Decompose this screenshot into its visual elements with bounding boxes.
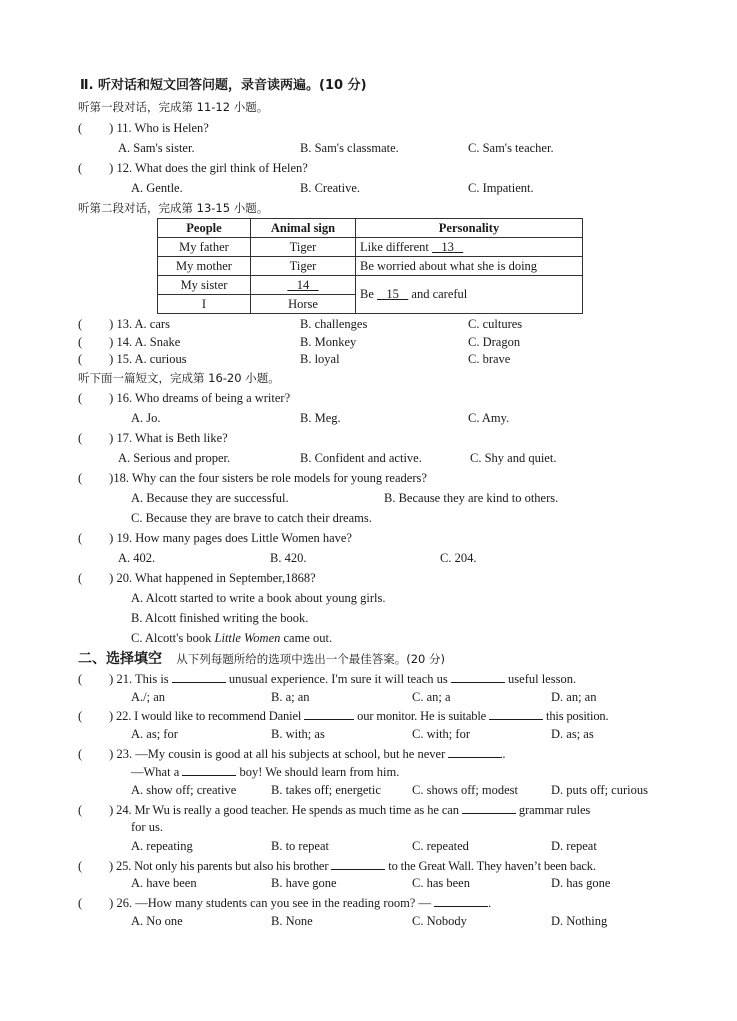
answer-blank: [182, 763, 236, 776]
question-21: [78, 670, 576, 687]
answer-paren: (: [78, 803, 83, 817]
cell-people: My mother: [158, 257, 251, 276]
question-23-reply: [131, 763, 399, 780]
question-text: useful lesson.: [504, 672, 577, 686]
option-d: D. as; as: [551, 727, 594, 741]
answer-paren: (: [78, 672, 83, 686]
option-a: A. repeating: [131, 839, 193, 853]
option-a: A. have been: [131, 876, 197, 890]
option-d: D. has gone: [551, 876, 611, 890]
answer-blank: [434, 894, 488, 907]
question-13: [78, 316, 170, 332]
question-text: ) 26. —How many students can you see in the reading room? —: [109, 896, 435, 910]
answer-paren: (: [78, 391, 83, 405]
cell-sign: Horse: [251, 295, 356, 314]
personality-text: Like different: [360, 239, 432, 254]
option-a: A./; an: [131, 690, 166, 704]
question-text: to the Great Wall. They haven’t been back.: [385, 859, 596, 873]
option-a: A. show off; creative: [131, 783, 237, 797]
option-c: C. has been: [412, 876, 470, 890]
answer-paren: (: [78, 859, 83, 873]
option-d: D. puts off; curious: [551, 783, 648, 797]
section-choice-header: [78, 651, 445, 667]
option-b: B. Sam's classmate.: [300, 141, 399, 155]
option-b: B. Confident and active.: [300, 451, 422, 465]
cell-people: My sister: [158, 276, 251, 295]
option-b: B. Monkey: [300, 335, 357, 349]
option-c: C. Amy.: [468, 411, 510, 425]
personality-text: Be: [360, 287, 378, 301]
question-text: .: [488, 896, 492, 910]
option-d: D. repeat: [551, 839, 597, 853]
answer-paren: (: [78, 317, 83, 331]
option-c: C. an; a: [412, 690, 451, 704]
question-text: 17. What is Beth like?: [116, 431, 228, 445]
table-header-row: [158, 219, 583, 238]
question-23: [78, 745, 505, 762]
answer-blank: [451, 670, 505, 683]
question-18: [78, 470, 427, 486]
question-text: ) 21. This is: [109, 672, 172, 686]
header-people: People: [158, 219, 251, 238]
answer-paren-close: ): [109, 531, 114, 545]
header-animal-sign: Animal sign: [251, 219, 356, 238]
option-c: C. Shy and quiet.: [470, 451, 557, 465]
option-c: C. shows off; modest: [412, 783, 519, 797]
question-text: boy! We should learn from him.: [236, 765, 400, 779]
header-personality: Personality: [356, 219, 583, 238]
option-c: C. cultures: [468, 317, 523, 331]
question-text: ) 24. Mr Wu is really a good teacher. He spends as much time as he can: [109, 803, 462, 817]
answer-paren-close: ): [109, 335, 114, 349]
blank-13: [432, 240, 463, 254]
question-text: grammar rules: [515, 803, 591, 817]
question-15: [78, 351, 187, 367]
option-c: C. Impatient.: [468, 181, 534, 195]
question-12: [78, 160, 308, 176]
cell-sign: Tiger: [251, 257, 356, 276]
answer-blank: [448, 745, 502, 758]
option-a: 14. A. Snake: [116, 335, 181, 349]
question-24: [78, 801, 590, 818]
blank-15: [377, 287, 408, 301]
option-c: C. Dragon: [468, 335, 521, 349]
cell-personality: Be worried about what she is doing: [356, 257, 583, 276]
cell-people: I: [158, 295, 251, 314]
question-text: .: [502, 747, 506, 761]
question-26: [78, 894, 491, 911]
option-b: B. Because they are kind to others.: [384, 491, 559, 505]
option-d: D. Nothing: [551, 914, 608, 928]
option-c: C. 204.: [440, 551, 477, 565]
question-text: 19. How many pages does Little Women have?: [116, 531, 352, 545]
answer-blank: [462, 801, 516, 814]
question-text: unusual experience. I'm sure it will teach us: [225, 672, 451, 686]
question-17: [78, 430, 228, 446]
answer-paren-close: ): [109, 431, 114, 445]
cell-personality-merged: [356, 276, 583, 314]
answer-paren: (: [78, 571, 83, 585]
option-b: B. Creative.: [300, 181, 361, 195]
cell-sign: [251, 276, 356, 295]
option-a: A. Sam's sister.: [118, 141, 195, 155]
question-text: )18. Why can the four sisters be role models for young readers?: [109, 471, 427, 485]
question-11: [78, 120, 209, 136]
answer-paren: (: [78, 747, 83, 761]
blank-14: [287, 278, 318, 292]
answer-paren: (: [78, 431, 83, 445]
answer-blank: [304, 707, 354, 720]
question-text: this position.: [543, 709, 609, 723]
question-text: 16. Who dreams of being a writer?: [116, 391, 291, 405]
question-text: ) 23. —My cousin is good at all his subjects at school, but he never: [109, 747, 449, 761]
question-text: ) 22. I would like to recommend Daniel: [109, 709, 305, 723]
answer-blank: [172, 670, 226, 683]
option-a: A. Gentle.: [131, 181, 183, 195]
question-14: [78, 334, 180, 350]
option-b: B. None: [271, 914, 313, 928]
cell-personality: [356, 238, 583, 257]
option-b: B. takes off; energetic: [271, 783, 381, 797]
answer-paren: (: [78, 161, 83, 175]
question-16: [78, 390, 290, 406]
answer-paren-close: ): [109, 571, 114, 585]
option-a: A. No one: [131, 914, 183, 928]
option-b: B. have gone: [271, 876, 337, 890]
answer-paren-close: ): [109, 161, 114, 175]
part-3-instruction: 听下面一篇短文，完成第 16-20 小题。: [78, 371, 280, 385]
option-c: C. Sam's teacher.: [468, 141, 554, 155]
section-choice-instruction: 从下列每题所给的选项中选出一个最佳答案。(20 分): [176, 652, 446, 666]
option-c: C. brave: [468, 352, 511, 366]
answer-paren-close: ): [109, 352, 114, 366]
section-2-title: Ⅱ. 听对话和短文回答问题，录音读两遍。(10 分): [80, 78, 367, 93]
question-text: 12. What does the girl think of Helen?: [116, 161, 308, 175]
option-a: A. Because they are successful.: [131, 491, 289, 505]
answer-paren-close: ): [109, 391, 114, 405]
option-b: B. loyal: [300, 352, 340, 366]
answer-paren: (: [78, 121, 83, 135]
option-c: C. Because they are brave to catch their dreams.: [131, 511, 372, 525]
question-text: 11. Who is Helen?: [116, 121, 209, 135]
option-b: B. challenges: [300, 317, 368, 331]
section-choice-title: 二、选择填空: [78, 651, 162, 667]
blank-number: 13: [441, 239, 454, 254]
blank-number: 14: [296, 277, 310, 292]
option-a: A. Jo.: [131, 411, 161, 425]
question-text: ) 25. Not only his parents but also his brother: [109, 859, 332, 873]
option-c: C. repeated: [412, 839, 469, 853]
option-b: B. to repeat: [271, 839, 329, 853]
personality-text: and careful: [408, 287, 468, 301]
answer-paren: (: [78, 709, 83, 723]
cell-people: My father: [158, 238, 251, 257]
cell-sign: Tiger: [251, 238, 356, 257]
option-a: A. as; for: [131, 727, 178, 741]
answer-paren: (: [78, 896, 83, 910]
table-row: [158, 276, 583, 295]
answer-blank: [489, 707, 543, 720]
question-24-cont: for us.: [131, 820, 163, 834]
answer-paren: (: [78, 531, 83, 545]
option-c: [131, 630, 332, 646]
option-b: B. Meg.: [300, 411, 341, 425]
answer-paren-close: ): [109, 317, 114, 331]
option-d: D. an; an: [551, 690, 597, 704]
question-text: —What a: [131, 765, 183, 779]
option-a: A. 402.: [118, 551, 156, 565]
answer-paren-close: ): [109, 121, 114, 135]
personality-table: [157, 218, 583, 314]
question-19: [78, 530, 352, 546]
question-text: our monitor. He is suitable: [354, 709, 490, 723]
question-22: [78, 707, 609, 724]
option-b: B. 420.: [270, 551, 307, 565]
table-row: [158, 257, 583, 276]
part-1-instruction: 听第一段对话，完成第 11-12 小题。: [78, 100, 269, 114]
answer-paren: (: [78, 335, 83, 349]
option-c: C. Nobody: [412, 914, 467, 928]
option-text: C. Alcott's book: [131, 631, 215, 645]
answer-paren: (: [78, 352, 83, 366]
option-a: A. Alcott started to write a book about young girls.: [131, 591, 386, 605]
question-text: 20. What happened in September,1868?: [116, 571, 316, 585]
option-b: B. Alcott finished writing the book.: [131, 611, 309, 625]
question-20: [78, 570, 316, 586]
answer-blank: [331, 857, 385, 870]
table-row: [158, 238, 583, 257]
option-c: C. with; for: [412, 727, 470, 741]
answer-paren: (: [78, 471, 83, 485]
option-b: B. with; as: [271, 727, 325, 741]
option-text: came out.: [280, 631, 333, 645]
option-a: 13. A. cars: [116, 317, 170, 331]
option-b: B. a; an: [271, 690, 310, 704]
option-a: A. Serious and proper.: [118, 451, 231, 465]
blank-number: 15: [386, 287, 399, 301]
part-2-instruction: 听第二段对话，完成第 13-15 小题。: [78, 201, 269, 215]
book-title: Little Women: [214, 631, 281, 645]
question-25: [78, 857, 596, 874]
option-a: 15. A. curious: [116, 352, 187, 366]
